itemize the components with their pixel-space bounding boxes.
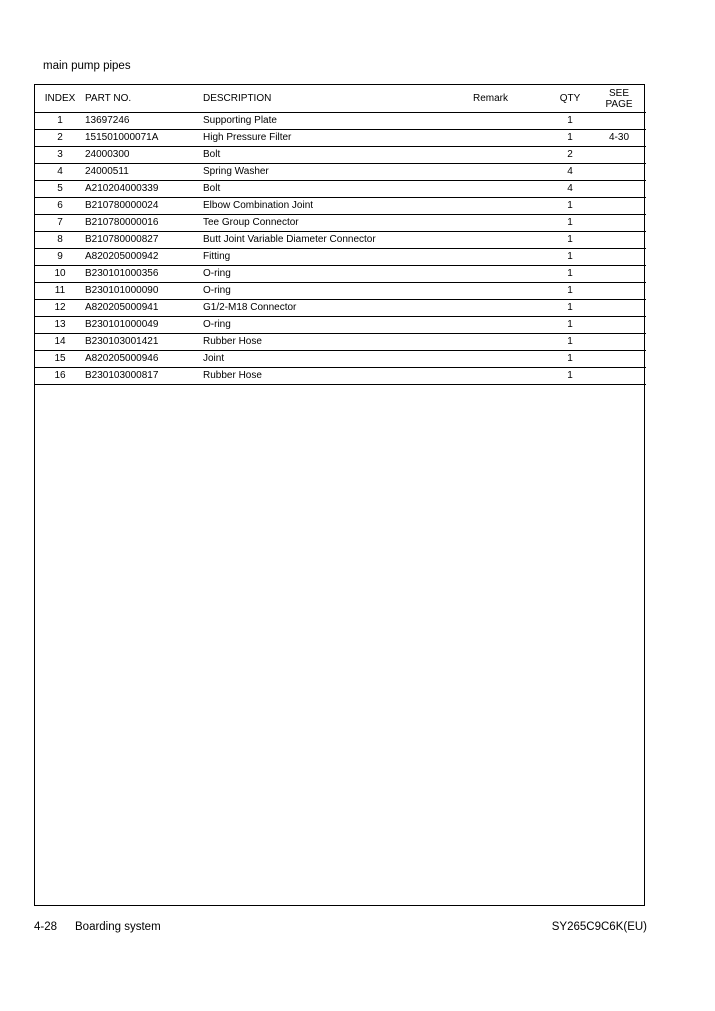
footer-section-title: Boarding system xyxy=(75,921,161,933)
cell-index: 6 xyxy=(35,198,85,215)
cell-part-no: B230103001421 xyxy=(85,334,203,351)
cell-index: 5 xyxy=(35,181,85,198)
cell-remark xyxy=(473,130,548,147)
table-row xyxy=(35,283,646,300)
cell-index: 13 xyxy=(35,317,85,334)
cell-qty: 1 xyxy=(548,368,592,385)
cell-see-page xyxy=(592,317,646,334)
table-row xyxy=(35,368,646,385)
cell-part-no: B230101000090 xyxy=(85,283,203,300)
cell-remark xyxy=(473,181,548,198)
cell-remark xyxy=(473,300,548,317)
header-part-no: PART NO. xyxy=(85,85,203,113)
cell-remark xyxy=(473,164,548,181)
cell-qty: 1 xyxy=(548,198,592,215)
cell-qty: 1 xyxy=(548,215,592,232)
cell-description: Butt Joint Variable Diameter Connector xyxy=(203,232,473,249)
cell-description: Joint xyxy=(203,351,473,368)
cell-part-no: B210780000016 xyxy=(85,215,203,232)
cell-qty: 1 xyxy=(548,232,592,249)
cell-description: Spring Washer xyxy=(203,164,473,181)
cell-description: G1/2-M18 Connector xyxy=(203,300,473,317)
cell-part-no: B230103000817 xyxy=(85,368,203,385)
cell-description: Bolt xyxy=(203,147,473,164)
cell-description: Elbow Combination Joint xyxy=(203,198,473,215)
header-see-line1: SEE xyxy=(608,87,629,99)
cell-see-page xyxy=(592,266,646,283)
cell-see-page xyxy=(592,113,646,130)
table-row xyxy=(35,249,646,266)
footer-page-number: 4-28 xyxy=(34,921,58,933)
cell-qty: 1 xyxy=(548,113,592,130)
cell-part-no: B230101000049 xyxy=(85,317,203,334)
cell-index: 15 xyxy=(35,351,85,368)
cell-index: 16 xyxy=(35,368,85,385)
cell-see-page xyxy=(592,300,646,317)
cell-qty: 1 xyxy=(548,266,592,283)
cell-description: Fitting xyxy=(203,249,473,266)
cell-index: 11 xyxy=(35,283,85,300)
cell-index: 10 xyxy=(35,266,85,283)
cell-see-page xyxy=(592,368,646,385)
cell-part-no: 24000300 xyxy=(85,147,203,164)
cell-qty: 1 xyxy=(548,351,592,368)
table-row xyxy=(35,215,646,232)
cell-description: O-ring xyxy=(203,283,473,300)
cell-see-page xyxy=(592,334,646,351)
table-row xyxy=(35,317,646,334)
cell-qty: 2 xyxy=(548,147,592,164)
cell-description: Supporting Plate xyxy=(203,113,473,130)
cell-see-page xyxy=(592,164,646,181)
cell-index: 4 xyxy=(35,164,85,181)
cell-part-no: B210780000024 xyxy=(85,198,203,215)
cell-index: 2 xyxy=(35,130,85,147)
cell-part-no: B210780000827 xyxy=(85,232,203,249)
cell-see-page xyxy=(592,232,646,249)
cell-description: High Pressure Filter xyxy=(203,130,473,147)
cell-description: Tee Group Connector xyxy=(203,215,473,232)
cell-remark xyxy=(473,249,548,266)
cell-qty: 1 xyxy=(548,283,592,300)
page-title: main pump pipes xyxy=(43,60,131,72)
cell-remark xyxy=(473,147,548,164)
cell-remark xyxy=(473,113,548,130)
cell-remark xyxy=(473,317,548,334)
table-row xyxy=(35,334,646,351)
header-see-page xyxy=(592,85,646,113)
cell-part-no: A820205000941 xyxy=(85,300,203,317)
header-qty: QTY xyxy=(548,85,592,113)
table-row xyxy=(35,181,646,198)
cell-part-no: A820205000942 xyxy=(85,249,203,266)
cell-qty: 1 xyxy=(548,334,592,351)
header-description: DESCRIPTION xyxy=(203,85,473,113)
table-row xyxy=(35,300,646,317)
cell-part-no: 151501000071A xyxy=(85,130,203,147)
table-row xyxy=(35,351,646,368)
cell-see-page xyxy=(592,198,646,215)
cell-part-no: A210204000339 xyxy=(85,181,203,198)
table-row xyxy=(35,130,646,147)
cell-part-no: B230101000356 xyxy=(85,266,203,283)
cell-description: O-ring xyxy=(203,266,473,283)
cell-description: O-ring xyxy=(203,317,473,334)
cell-remark xyxy=(473,215,548,232)
cell-qty: 1 xyxy=(548,130,592,147)
table-row xyxy=(35,164,646,181)
table-row xyxy=(35,113,646,130)
cell-remark xyxy=(473,351,548,368)
cell-see-page xyxy=(592,147,646,164)
header-remark: Remark xyxy=(473,85,548,113)
cell-remark xyxy=(473,334,548,351)
footer-model-code: SY265C9C6K(EU) xyxy=(551,921,647,933)
table-row xyxy=(35,266,646,283)
cell-description: Rubber Hose xyxy=(203,368,473,385)
table-header-row xyxy=(35,85,646,113)
cell-index: 3 xyxy=(35,147,85,164)
cell-description: Rubber Hose xyxy=(203,334,473,351)
cell-see-page xyxy=(592,283,646,300)
cell-qty: 1 xyxy=(548,300,592,317)
cell-see-page xyxy=(592,215,646,232)
cell-part-no: 24000511 xyxy=(85,164,203,181)
cell-index: 8 xyxy=(35,232,85,249)
cell-remark xyxy=(473,283,548,300)
cell-index: 1 xyxy=(35,113,85,130)
cell-index: 9 xyxy=(35,249,85,266)
table-body xyxy=(35,113,646,385)
header-see-line2: PAGE xyxy=(605,98,633,110)
table-row xyxy=(35,232,646,249)
cell-qty: 1 xyxy=(548,249,592,266)
cell-see-page xyxy=(592,351,646,368)
table-row xyxy=(35,147,646,164)
cell-qty: 4 xyxy=(548,181,592,198)
cell-see-page: 4-30 xyxy=(592,130,646,147)
cell-see-page xyxy=(592,249,646,266)
cell-qty: 1 xyxy=(548,317,592,334)
header-index: INDEX xyxy=(35,85,85,113)
cell-qty: 4 xyxy=(548,164,592,181)
parts-table xyxy=(35,85,646,385)
cell-see-page xyxy=(592,181,646,198)
cell-index: 14 xyxy=(35,334,85,351)
parts-table-frame xyxy=(34,84,645,906)
cell-index: 7 xyxy=(35,215,85,232)
cell-remark xyxy=(473,198,548,215)
cell-part-no: A820205000946 xyxy=(85,351,203,368)
table-row xyxy=(35,198,646,215)
cell-part-no: 13697246 xyxy=(85,113,203,130)
cell-description: Bolt xyxy=(203,181,473,198)
cell-index: 12 xyxy=(35,300,85,317)
cell-remark xyxy=(473,368,548,385)
cell-remark xyxy=(473,266,548,283)
cell-remark xyxy=(473,232,548,249)
